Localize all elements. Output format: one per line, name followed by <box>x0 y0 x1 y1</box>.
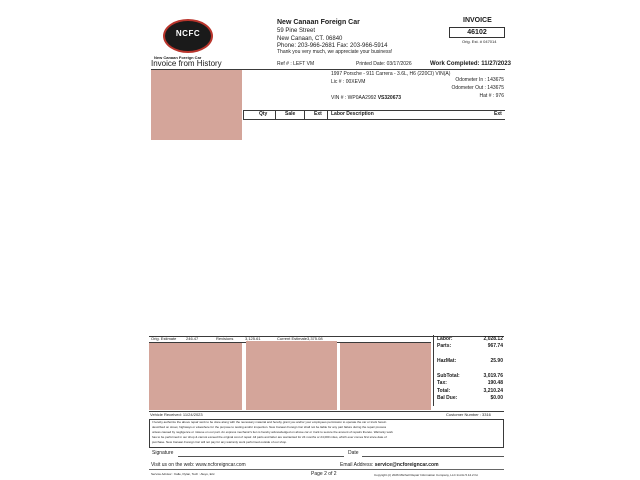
columns-top-rule <box>243 110 505 111</box>
bottom-rule <box>149 469 504 470</box>
vehicle-lic: Lic # : 00XEVM <box>331 79 366 85</box>
email-line <box>340 463 439 468</box>
shop-phone: Phone: 203-966-2681 Fax: 203-966-5914 <box>277 43 388 49</box>
signature-label: Signature <box>152 450 174 456</box>
total-value: 3,210.24 <box>483 388 503 394</box>
shop-thanks: Thank you very much, we appreciate your business! <box>277 49 393 55</box>
subtotal-label: SubTotal: <box>437 373 460 379</box>
vin-bold: VS320673 <box>377 95 402 101</box>
invoice-number: 46102 <box>449 27 505 38</box>
legal-line-2: described on street, highways or elsewhere for the purpose to testing and/or inspection. New Canaan Foreign Car shall not be liable for any part failure during the repair process <box>152 425 387 429</box>
legal-line-3: unless caused by negligence or misuse on our part. An express mechanic's lien is hereby acknowledged on above car or truck to secure the amount of repairs thereto. Warranty work <box>152 430 393 434</box>
bal-due-value: $0.00 <box>490 395 503 401</box>
bal-due-label: Bal Due: <box>437 395 458 401</box>
date-line[interactable] <box>362 456 504 457</box>
email-address[interactable]: service@ncforeigncar.com <box>374 462 439 468</box>
customer-number: Customer Number : 3316 <box>446 412 491 417</box>
service-advisor: Service Advisor : Kalle, Dylan, Tech : Aleyo, Eric <box>151 472 215 476</box>
section-title: Invoice from History <box>151 59 222 68</box>
vehicle-desc: 1997 Porsche - 911 Carrera - 3.6L, H6 (220CI) VIN(A) <box>331 71 451 77</box>
totals-left-rule <box>433 335 434 406</box>
printed-date: Printed Date: 03/17/2026 <box>356 61 412 67</box>
page-number: Page 2 of 2 <box>311 471 337 477</box>
notes-redacted-3 <box>340 343 431 410</box>
legal-line-5: purchase. New Canaan Foreign Car will not pay for any warranty work performed outside of our shop. <box>152 440 287 444</box>
hazmat-value: 25.90 <box>490 358 503 364</box>
vehicle-vin <box>331 96 401 101</box>
orig-estimate-value: 246.47 <box>186 336 199 341</box>
vehicle-received: Vehicle Received: 11/24/2023 <box>150 412 203 417</box>
revisions-value: 3,125.61 <box>245 336 261 341</box>
col-labor-description: Labor Description <box>331 111 374 117</box>
legal-line-4: has to be performed in our shop & cannot exceed the original cost of repair. All parts and labor are warrantied for 24 months or 24,000 miles, which ever comes first since date of <box>152 435 387 439</box>
labor-value: 2,028.12 <box>483 336 503 342</box>
notes-redacted-1 <box>149 343 242 410</box>
col-divider-3 <box>304 110 305 120</box>
vin-label: VIN # : WP0AA2992 <box>331 95 377 101</box>
col-qty: Qty <box>259 111 268 117</box>
orig-estimate-number: Orig. Est. # 047014 <box>462 39 497 44</box>
hazmat-label: HazMat: <box>437 358 457 364</box>
current-estimate-label: Current Estimate <box>277 336 308 341</box>
ref-number: Ref # : LEFT VM <box>277 61 315 67</box>
logo-caption: New Canaan Foreign Car <box>154 55 202 60</box>
col-sale: Sale <box>285 111 296 117</box>
tax-value: 190.48 <box>487 380 503 386</box>
columns-bottom-rule <box>243 119 505 120</box>
col-ext-2: Ext <box>494 111 502 117</box>
website: Visit us on the web: www.ncforeigncar.com <box>151 462 246 468</box>
odometer-in: Odometer In : 143675 <box>455 77 504 83</box>
date-label: Date <box>348 450 359 456</box>
current-estimate-value: 3,375.08 <box>307 336 323 341</box>
tax-label: Tax: <box>437 380 447 386</box>
col-divider-2 <box>275 110 276 120</box>
logo-text: NCFC <box>175 29 201 38</box>
notes-redacted-2 <box>246 341 337 410</box>
copyright: Copyright (c) 2026 Mitchell Repair Information Company, LLC Invnls 5.12.2 fst <box>374 473 478 477</box>
orig-estimate-label: Orig. Estimate <box>151 336 177 341</box>
shop-street: 59 Pine Street <box>277 28 316 34</box>
odometer-out: Odometer Out : 143675 <box>451 85 504 91</box>
parts-label: Parts: <box>437 343 452 349</box>
parts-value: 967.74 <box>487 343 503 349</box>
hat-number: Hat # : 976 <box>479 93 504 99</box>
signature-line[interactable] <box>178 456 344 457</box>
col-ext: Ext <box>314 111 322 117</box>
work-completed: Work Completed: 11/27/2023 <box>430 61 511 67</box>
subtotal-value: 3,019.76 <box>483 373 503 379</box>
total-label: Total: <box>437 388 451 394</box>
legal-line-1: I hereby authorize the above repair work to be done along with the necessary material and hereby grant you and/or your employees permission to operate the car or truck herein <box>152 420 387 424</box>
col-divider-1 <box>243 110 244 120</box>
shop-name: New Canaan Foreign Car <box>277 19 360 26</box>
customer-info-redacted <box>151 70 242 140</box>
invoice-label: INVOICE <box>463 17 492 24</box>
shop-city: New Canaan, CT. 06840 <box>277 36 343 42</box>
col-divider-4 <box>327 110 328 120</box>
labor-label: Labor: <box>437 336 453 342</box>
revisions-label: Revisions <box>216 336 234 341</box>
email-label: Email Address: <box>340 462 374 468</box>
